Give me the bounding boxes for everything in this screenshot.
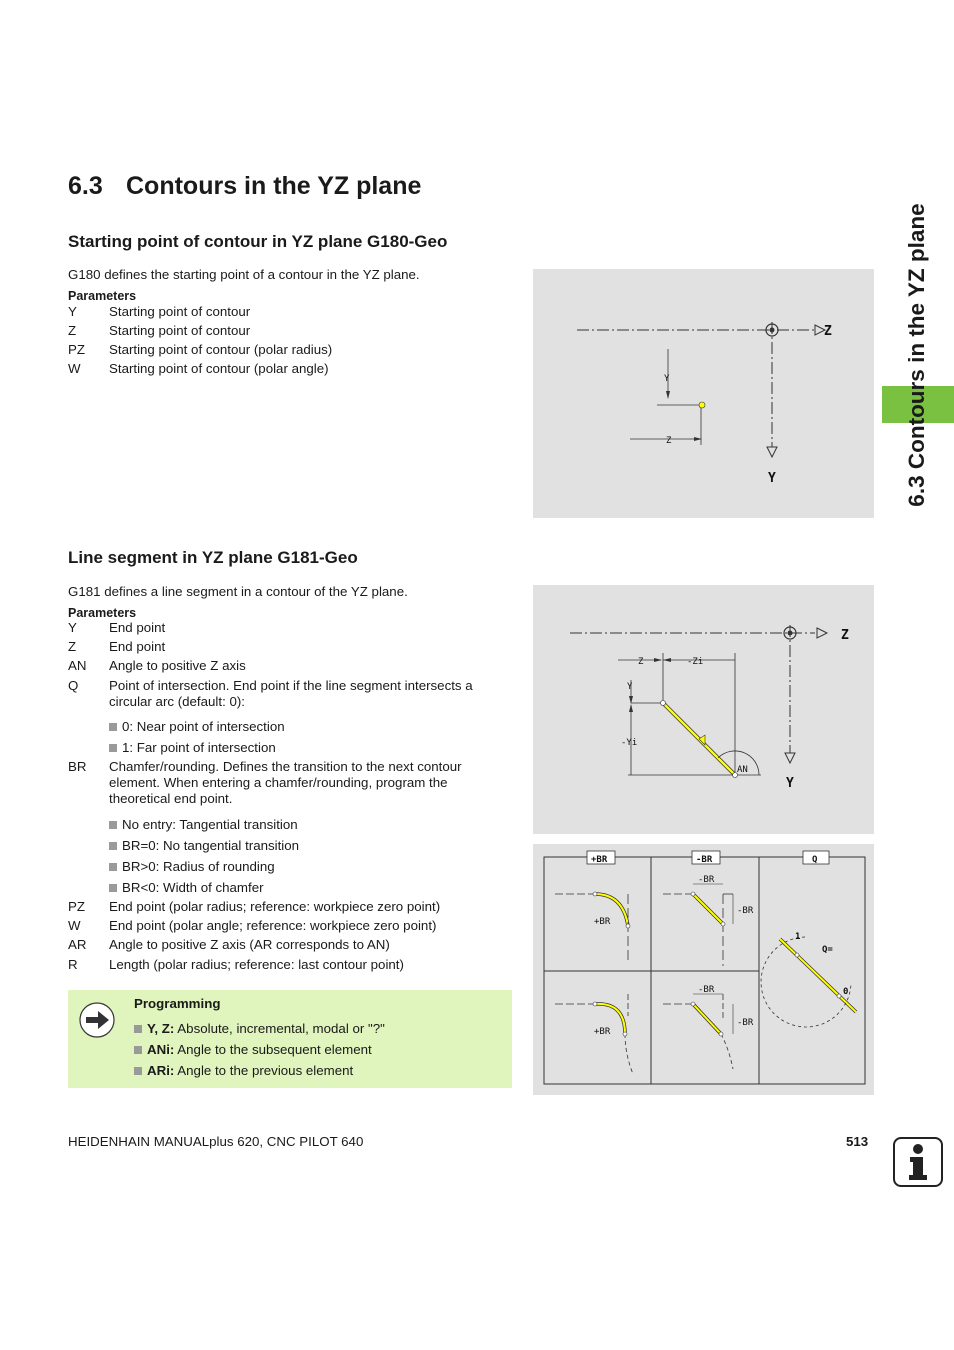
fig2-zi-label: -Zi (687, 657, 704, 667)
param-key: Y (68, 304, 77, 319)
br-option (109, 817, 298, 833)
param-desc: Starting point of contour (109, 323, 251, 338)
fig1-y-label: Y (664, 374, 670, 384)
param-desc: End point (polar angle; reference: workpiece zero point) (109, 918, 437, 933)
programming-text: Absolute, incremental, modal or "?" (174, 1021, 385, 1036)
minus-br-label: -BR (698, 875, 715, 885)
minus-br-label-4: -BR (737, 1018, 754, 1028)
param-key: Z (68, 323, 77, 338)
param-desc: Starting point of contour (109, 304, 251, 319)
programming-item (134, 1063, 353, 1079)
g180-heading: Starting point of contour in YZ plane G180-Geo (68, 232, 448, 251)
param-key: Z (68, 639, 77, 654)
page-title (68, 172, 421, 201)
g181-br-q-figure (533, 844, 874, 1095)
side-tab (880, 180, 954, 530)
programming-key: ANi: (147, 1042, 175, 1057)
info-icon (893, 1137, 943, 1187)
side-tab-label: 6.3 Contours in the YZ plane (904, 203, 929, 507)
footer-product: HEIDENHAIN MANUALplus 620, CNC PILOT 640 (68, 1134, 364, 1149)
programming-item (134, 1021, 385, 1037)
param-desc: Starting point of contour (polar angle) (109, 361, 329, 376)
g181-params-title: Parameters (68, 606, 137, 620)
programming-text: Angle to the subsequent element (174, 1042, 372, 1057)
br-option-text: No entry: Tangential transition (122, 817, 298, 832)
param-desc: End point (109, 620, 166, 635)
fig1-z-label: Z (666, 436, 672, 446)
param-desc: End point (polar radius; reference: workpiece zero point) (109, 899, 441, 914)
programming-title: Programming (134, 996, 221, 1011)
g181-heading: Line segment in YZ plane G181-Geo (68, 548, 358, 567)
param-key: AN (68, 658, 87, 673)
param-key: PZ (68, 899, 85, 914)
programming-key: Y, Z: (147, 1021, 175, 1036)
minus-br-label-3: -BR (698, 985, 715, 995)
param-key: W (68, 361, 81, 376)
arrow-right-icon (78, 1001, 116, 1039)
param-key: W (68, 918, 81, 933)
fig1-y-axis-label: Y (768, 471, 776, 486)
br-option-text: BR>0: Radius of rounding (122, 859, 275, 874)
param-key: Y (68, 620, 77, 635)
fig2-y-axis-label: Y (786, 776, 794, 791)
fig2-z-label: Z (638, 657, 644, 667)
g180-figure (533, 269, 874, 518)
param-desc: Length (polar radius; reference: last contour point) (109, 957, 404, 972)
q1-label: 1 (795, 932, 801, 942)
br-option-text: BR=0: No tangential transition (122, 838, 300, 853)
br-option (109, 880, 264, 896)
plus-br-label-2: +BR (594, 1027, 611, 1037)
q-option-text: 1: Far point of intersection (122, 740, 276, 755)
fig2-an-label: AN (737, 765, 748, 775)
param-key: AR (68, 937, 87, 952)
fig2-z-axis-label: Z (841, 628, 849, 643)
programming-key: ARi: (147, 1063, 175, 1078)
br-option-text: BR<0: Width of chamfer (122, 880, 264, 895)
minus-br-label-v: -BR (737, 906, 754, 916)
br-option (109, 838, 299, 854)
col-label-minus-br: -BR (696, 855, 713, 865)
section-title: Contours in the YZ plane (126, 172, 422, 200)
fig1-z-axis-label: Z (824, 324, 832, 339)
fig2-y-label: Y (627, 682, 633, 692)
col-label-plus-br: +BR (591, 855, 608, 865)
q0-label: 0 (843, 987, 849, 997)
programming-text: Angle to the previous element (174, 1063, 354, 1078)
q-eq-label: Q= (822, 945, 833, 955)
g181-intro: G181 defines a line segment in a contour of the YZ plane. (68, 584, 408, 599)
param-key: PZ (68, 342, 85, 357)
param-desc: Starting point of contour (polar radius) (109, 342, 333, 357)
param-desc: Point of intersection. End point if the line segment intersects a circular arc (default: 0): (109, 678, 473, 709)
param-key: R (68, 957, 78, 972)
g181-figure (533, 585, 874, 834)
col-label-q: Q (812, 855, 818, 865)
q-option (109, 719, 285, 735)
param-desc: End point (109, 639, 166, 654)
param-key: Q (68, 678, 79, 693)
param-desc: Chamfer/rounding. Defines the transition to the next contour element. When entering a chamfer/rounding, program the theoretical end point. (109, 759, 462, 806)
br-option (109, 859, 275, 875)
q-option (109, 740, 276, 756)
param-desc: Angle to positive Z axis (109, 658, 246, 673)
plus-br-label: +BR (594, 917, 611, 927)
g180-intro: G180 defines the starting point of a contour in the YZ plane. (68, 267, 420, 282)
programming-item (134, 1042, 372, 1058)
param-desc: Angle to positive Z axis (AR corresponds to AN) (109, 937, 390, 952)
programming-note (68, 990, 512, 1088)
fig2-yi-label: -Yi (621, 738, 638, 748)
q-option-text: 0: Near point of intersection (122, 719, 285, 734)
section-number: 6.3 (68, 172, 103, 200)
param-key: BR (68, 759, 87, 774)
page-number: 513 (846, 1134, 869, 1149)
g180-params-title: Parameters (68, 289, 137, 303)
